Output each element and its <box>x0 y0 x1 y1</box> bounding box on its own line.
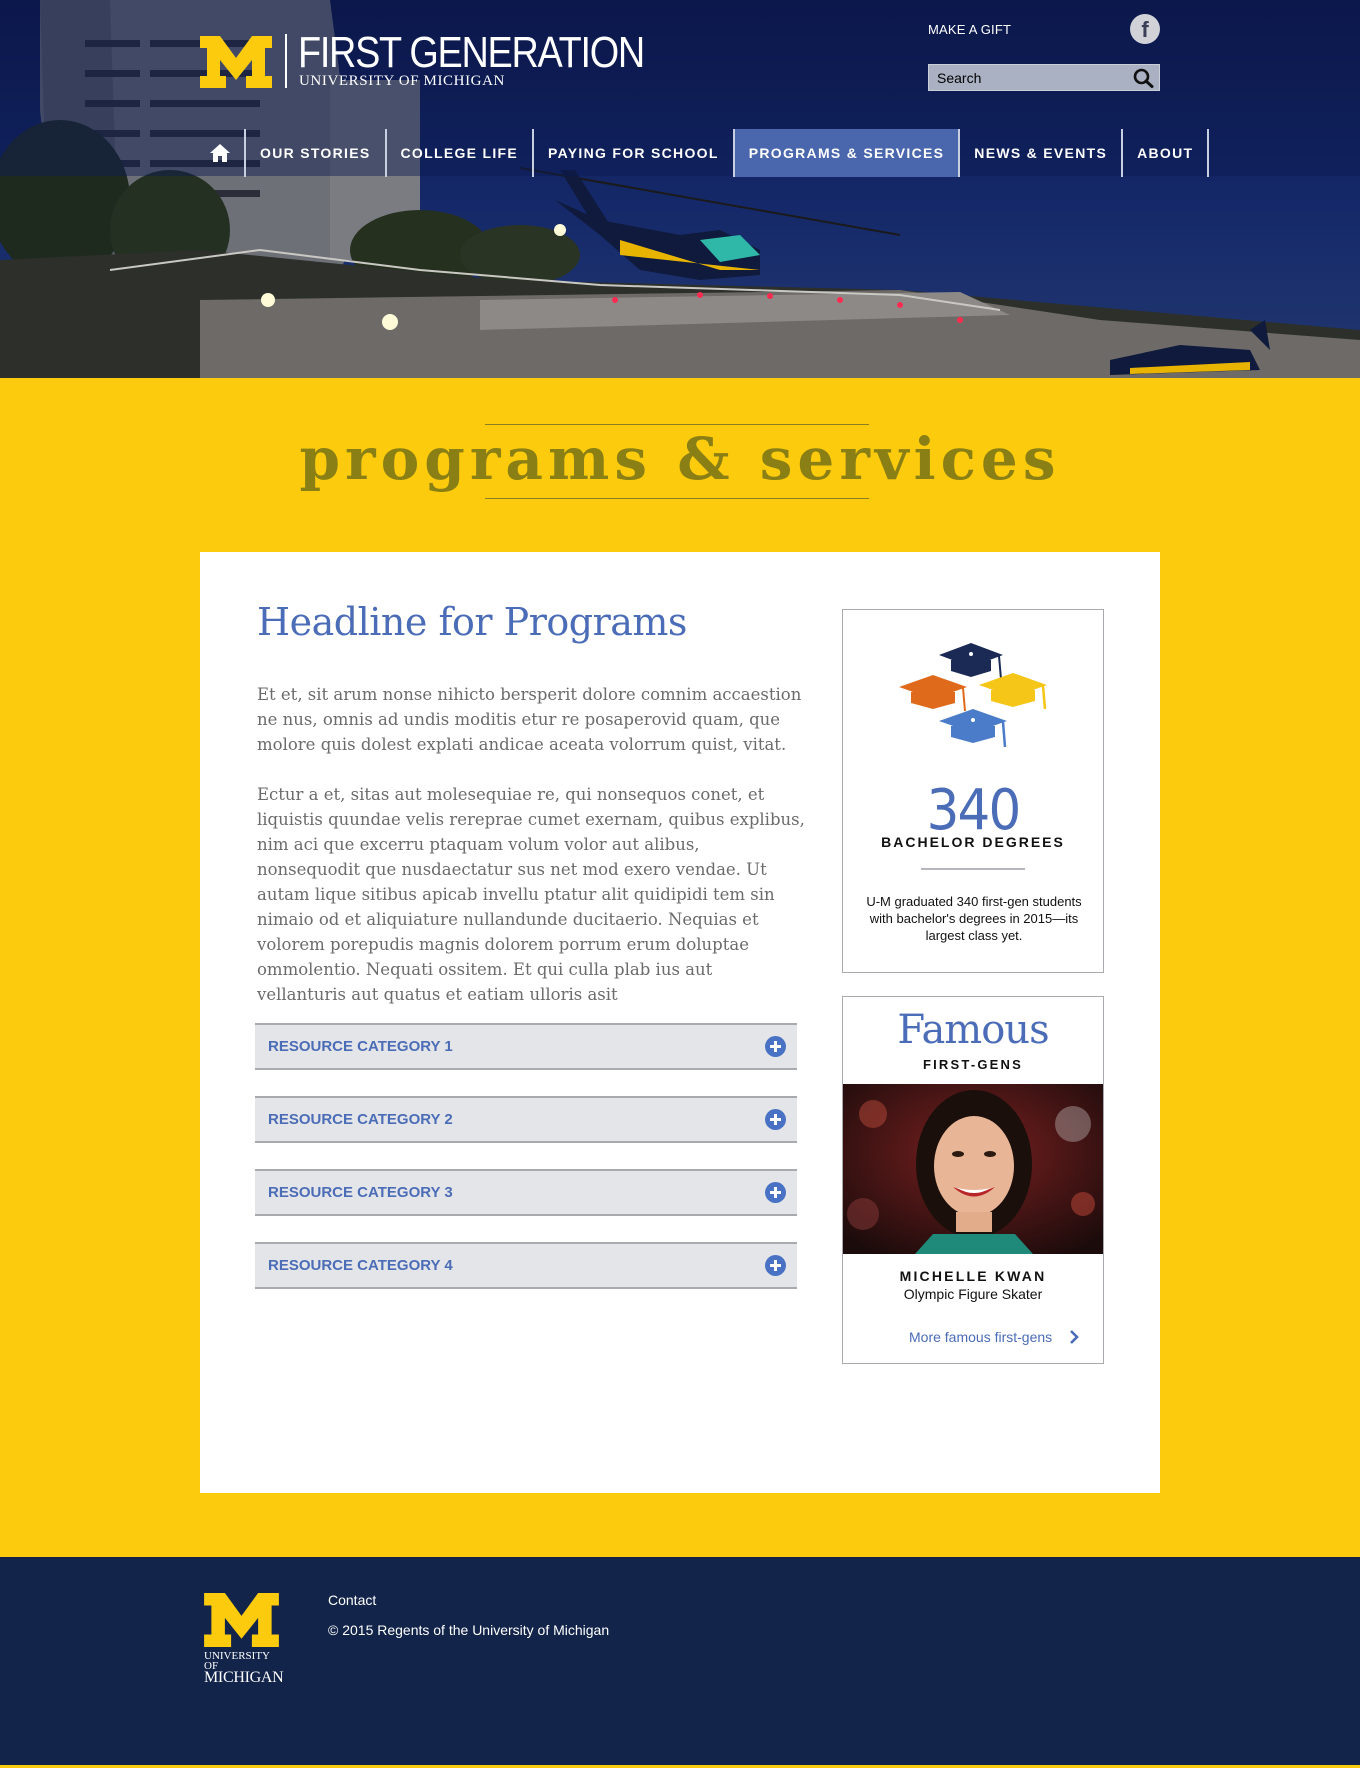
stat-divider <box>921 868 1025 870</box>
nav-home[interactable] <box>196 129 244 177</box>
graduation-caps-icon <box>899 635 1049 765</box>
resource-category-label: RESOURCE CATEGORY 1 <box>268 1038 453 1055</box>
body-paragraph: Ectur a et, sitas aut molesequiae re, qui nonsequos conet, et liquistis quundae velis rereprae cumet exernam, quibus explibus, nim aci que excerru ptaquam volum volor aut alibus, nonsequodit que nusdaectatur sus net mod exero vendae. Ut autam lique sitibus apicab invellu ptatur alit quidipidi tem sin nimaio od et aliquiature nullandunde ducitaerio. Nequias et volorem porepudis magnis dolorem porrum erum doluptae ommolentio. Nequati ossitem. Et qui culla plab ius aut vellanturis aut quatus et eatiam ulloris asit <box>257 785 805 1004</box>
nav-our-stories[interactable]: OUR STORIES <box>260 145 371 161</box>
resource-category-label: RESOURCE CATEGORY 3 <box>268 1184 453 1201</box>
plus-circle-icon[interactable] <box>765 1036 786 1057</box>
resource-category-1[interactable] <box>255 1023 797 1070</box>
resource-category-4[interactable] <box>255 1242 797 1289</box>
facebook-icon[interactable]: f <box>1130 14 1160 44</box>
resource-category-2[interactable] <box>255 1096 797 1143</box>
resource-category-label: RESOURCE CATEGORY 4 <box>268 1257 453 1274</box>
resource-category-label: RESOURCE CATEGORY 2 <box>268 1111 453 1128</box>
content-card <box>200 552 1160 1493</box>
person-role: Olympic Figure Skater <box>903 1286 1043 1302</box>
search-input[interactable] <box>929 65 1129 90</box>
site-subtitle: UNIVERSITY OF MICHIGAN <box>299 73 505 89</box>
main-nav <box>196 129 1209 177</box>
page-title: programs & services <box>299 425 1061 493</box>
nav-college-life[interactable]: COLLEGE LIFE <box>400 145 519 161</box>
search-form <box>928 64 1160 91</box>
programs-headline: Headline for Programs <box>257 600 687 644</box>
wordmark-line-2: MICHIGAN <box>204 1669 284 1686</box>
contact-link[interactable]: Contact <box>328 1592 377 1608</box>
nav-programs-services[interactable]: PROGRAMS & SERVICES <box>735 129 959 177</box>
stat-number: 340 <box>926 778 1020 843</box>
profile-photo <box>843 1084 1104 1254</box>
block-m-logo[interactable] <box>204 1593 279 1647</box>
copyright-text: © 2015 Regents of the University of Michigan <box>328 1622 610 1638</box>
plus-circle-icon[interactable] <box>765 1255 786 1276</box>
plus-circle-icon[interactable] <box>765 1182 786 1203</box>
title-rule-bottom <box>485 498 869 499</box>
wordmark-line-1: UNIVERSITY OF <box>204 1650 270 1672</box>
body-paragraph: Et et, sit arum nonse nihicto bersperit dolore comnim accaestion ne nus, omnis ad undis moditis etur re posaperovid quam, que molore quis dolest explati andicae aceata volorrum quist, vitat. <box>257 685 802 754</box>
make-a-gift-link[interactable]: MAKE A GIFT <box>928 22 1012 37</box>
stat-label: BACHELOR DEGREES <box>881 834 1065 850</box>
person-name: MICHELLE KWAN <box>899 1268 1047 1284</box>
stat-card <box>842 609 1104 973</box>
nav-paying-for-school[interactable]: PAYING FOR SCHOOL <box>548 145 719 161</box>
footer-wordmark <box>204 1651 284 1685</box>
resource-category-3[interactable] <box>255 1169 797 1216</box>
famous-subtitle: FIRST-GENS <box>922 1057 1023 1072</box>
brand-divider <box>285 34 287 88</box>
portrait-image <box>843 1084 1104 1254</box>
hero-header <box>0 0 1360 378</box>
nav-about[interactable]: ABOUT <box>1137 145 1194 161</box>
famous-first-gens-card <box>842 996 1104 1364</box>
site-footer <box>0 1557 1360 1768</box>
block-m-logo[interactable] <box>200 36 272 88</box>
nav-divider <box>1207 129 1209 177</box>
site-title[interactable]: FIRST GENERATION <box>298 28 644 77</box>
plus-circle-icon[interactable] <box>765 1109 786 1130</box>
search-icon[interactable] <box>1133 68 1155 88</box>
stat-description: U-M graduated 340 first-gen students with bachelor's degrees in 2015—its largest class yet. <box>866 894 1082 943</box>
famous-title: Famous <box>897 1007 1049 1053</box>
nav-news-events[interactable]: NEWS & EVENTS <box>974 145 1108 161</box>
more-famous-link[interactable]: More famous first-gens <box>909 1329 1053 1345</box>
chevron-right-icon[interactable] <box>1069 1330 1079 1344</box>
home-icon <box>209 143 231 163</box>
